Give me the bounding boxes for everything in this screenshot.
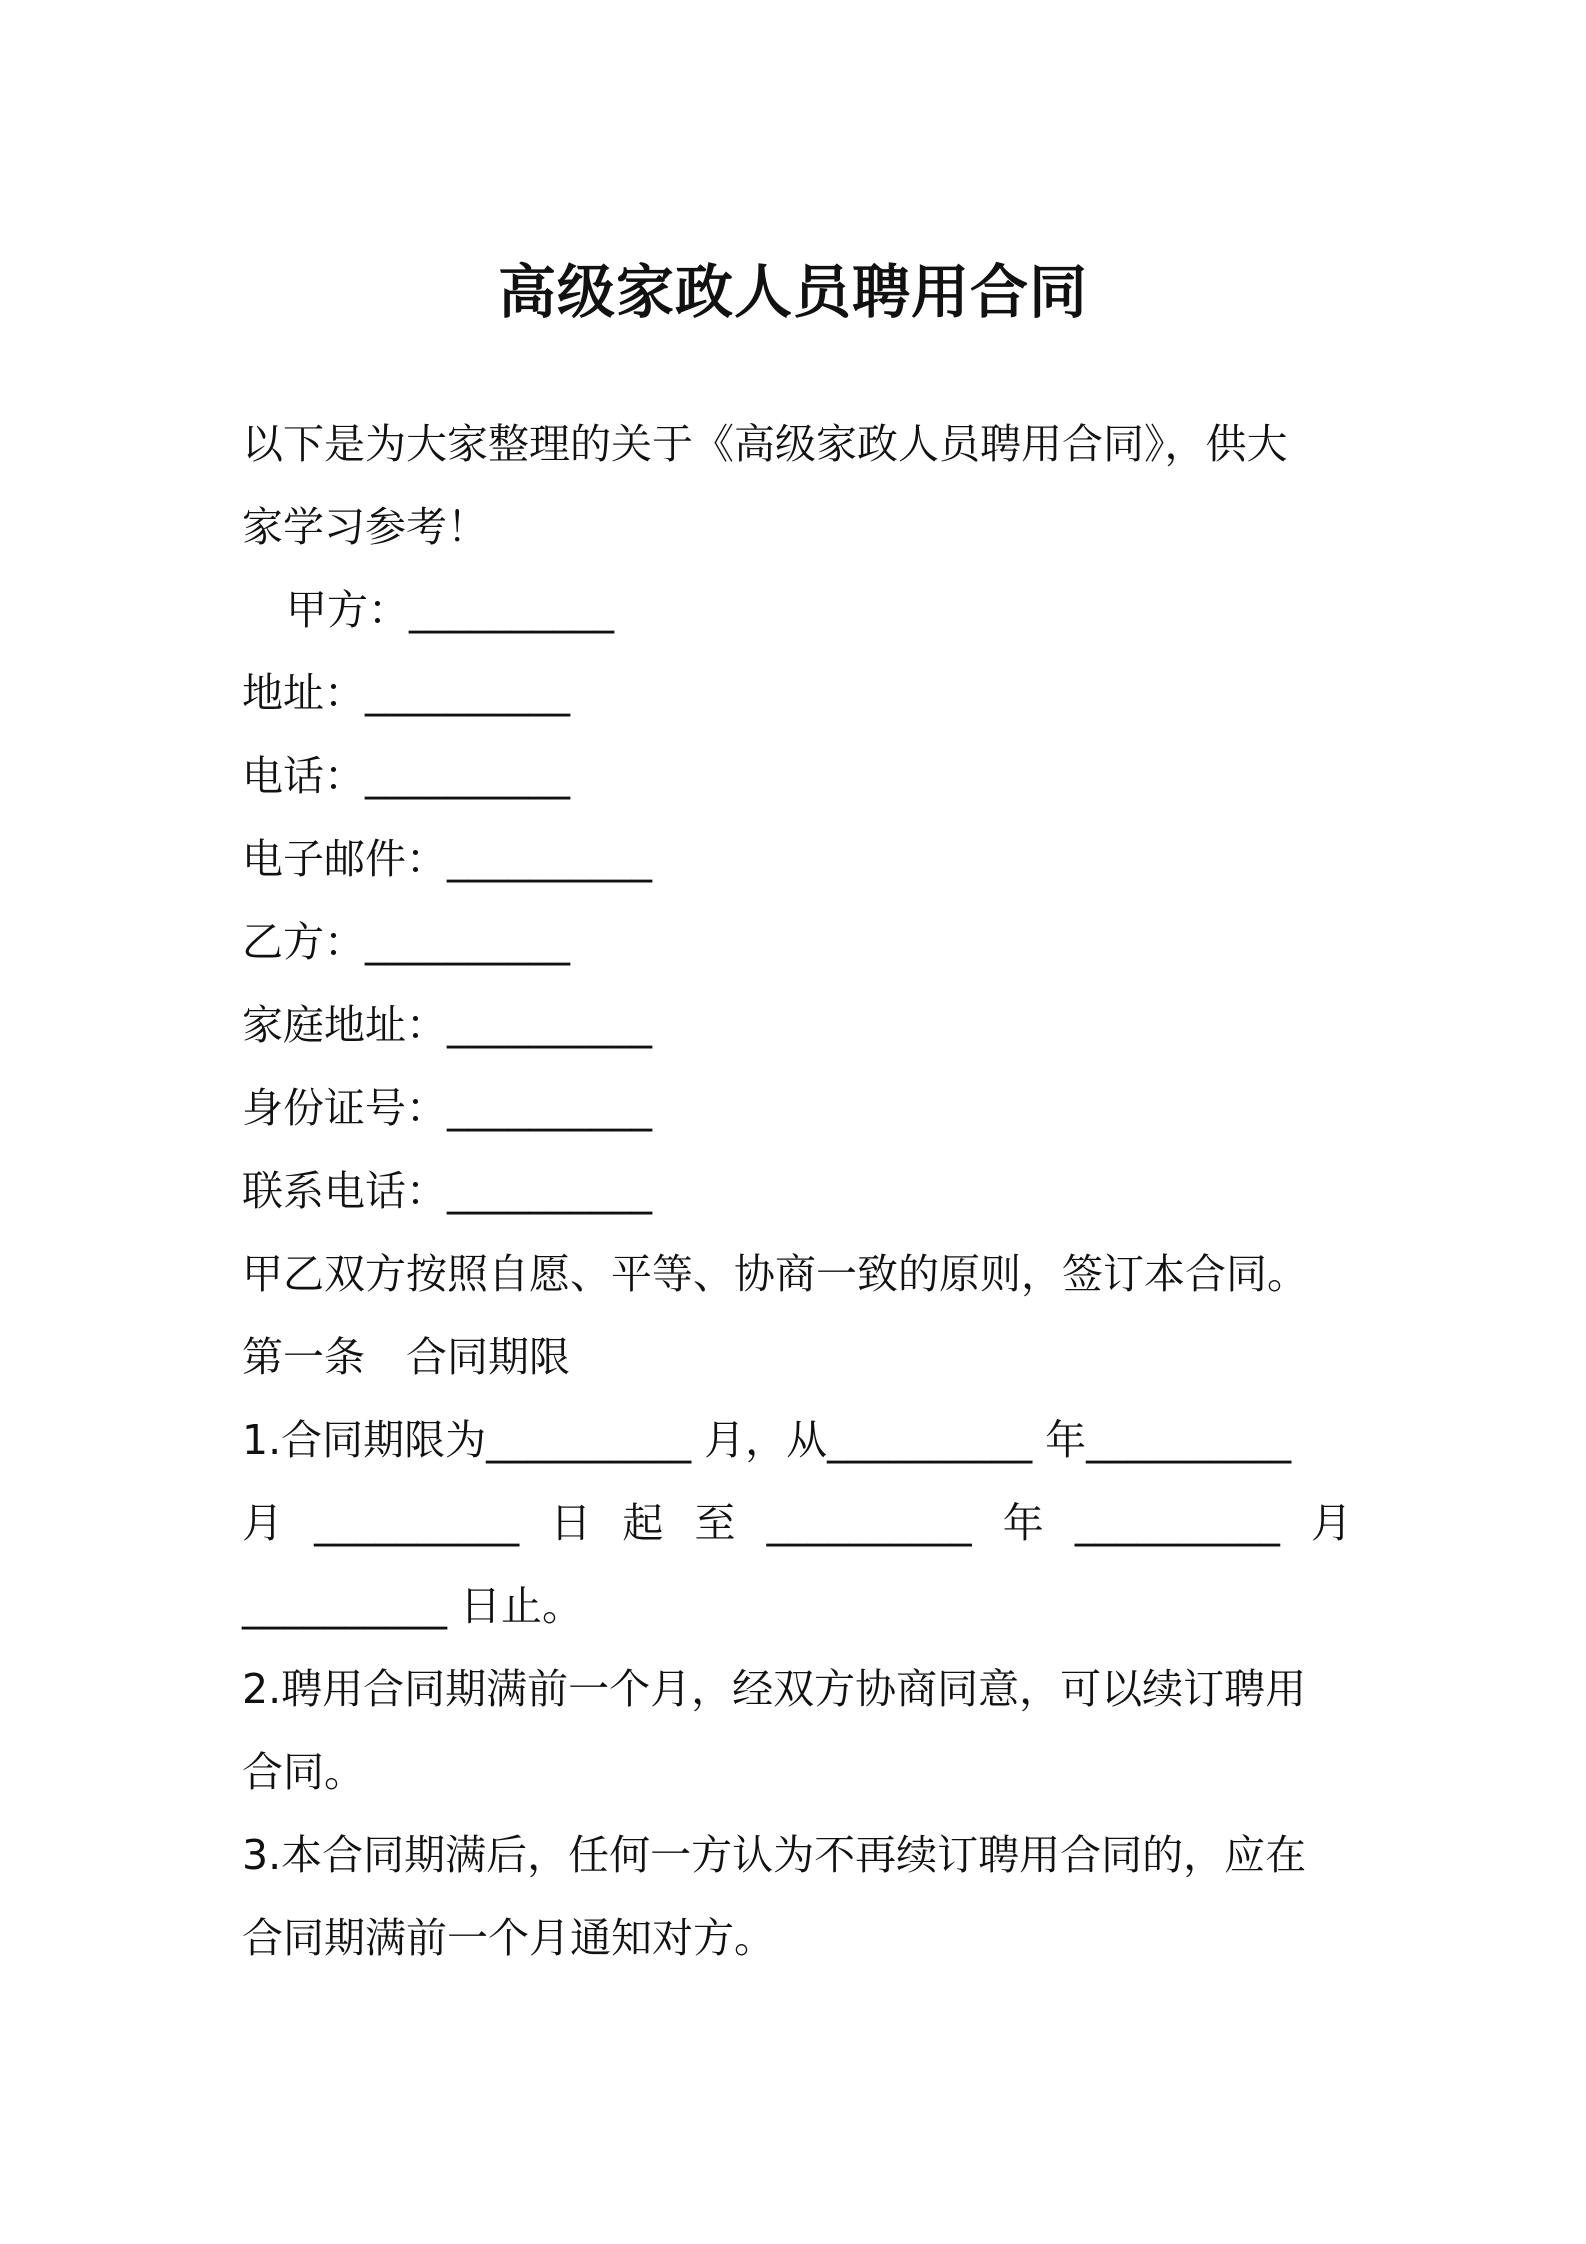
address-field: 地址：__________ xyxy=(242,669,570,717)
clause-2-line-1: 2.聘用合同期满前一个月，经双方协商同意，可以续订聘用 xyxy=(242,1665,1307,1713)
clause-1-line-3: __________ 日止。 xyxy=(242,1582,584,1630)
party-b-field: 乙方：__________ xyxy=(242,918,570,966)
clause-1-year-word: 年 xyxy=(1002,1499,1044,1547)
clause-1-end-month-word: 月 xyxy=(1311,1499,1352,1547)
intro-line-2: 家学习参考！ xyxy=(242,503,488,551)
article-1-heading: 第一条 合同期限 xyxy=(242,1333,570,1381)
principle-paragraph: 甲乙双方按照自愿、平等、协商一致的原则，签订本合同。 xyxy=(242,1250,1308,1298)
clause-1-to-word: 至 xyxy=(694,1499,736,1547)
clause-1-blank-day: __________ xyxy=(314,1499,520,1547)
clause-1-blank-end-year: __________ xyxy=(766,1499,972,1547)
document-title: 高级家政人员聘用合同 xyxy=(497,258,1088,326)
party-a-field: 甲方：__________ xyxy=(286,586,614,634)
clause-3-line-2: 合同期满前一个月通知对方。 xyxy=(242,1914,775,1962)
clause-1-line-1: 1.合同期限为__________ 月，从__________ 年__________ xyxy=(242,1416,1292,1464)
email-field: 电子邮件：__________ xyxy=(242,835,652,883)
home-address-field: 家庭地址：__________ xyxy=(242,1001,652,1049)
intro-line-1: 以下是为大家整理的关于《高级家政人员聘用合同》，供大 xyxy=(242,420,1288,468)
clause-2-line-2: 合同。 xyxy=(242,1748,365,1796)
clause-1-line-2 xyxy=(242,1493,1352,1553)
phone-field: 电话：__________ xyxy=(242,752,570,800)
clause-3-line-1: 3.本合同期满后，任何一方认为不再续订聘用合同的，应在 xyxy=(242,1831,1307,1879)
clause-1-day-word: 日 xyxy=(550,1499,592,1547)
id-number-field: 身份证号：__________ xyxy=(242,1084,652,1132)
clause-1-month-word: 月 xyxy=(242,1499,283,1547)
contact-phone-field: 联系电话：__________ xyxy=(242,1167,652,1215)
clause-1-blank-end-month: __________ xyxy=(1074,1499,1280,1547)
clause-1-start-word: 起 xyxy=(622,1499,664,1547)
